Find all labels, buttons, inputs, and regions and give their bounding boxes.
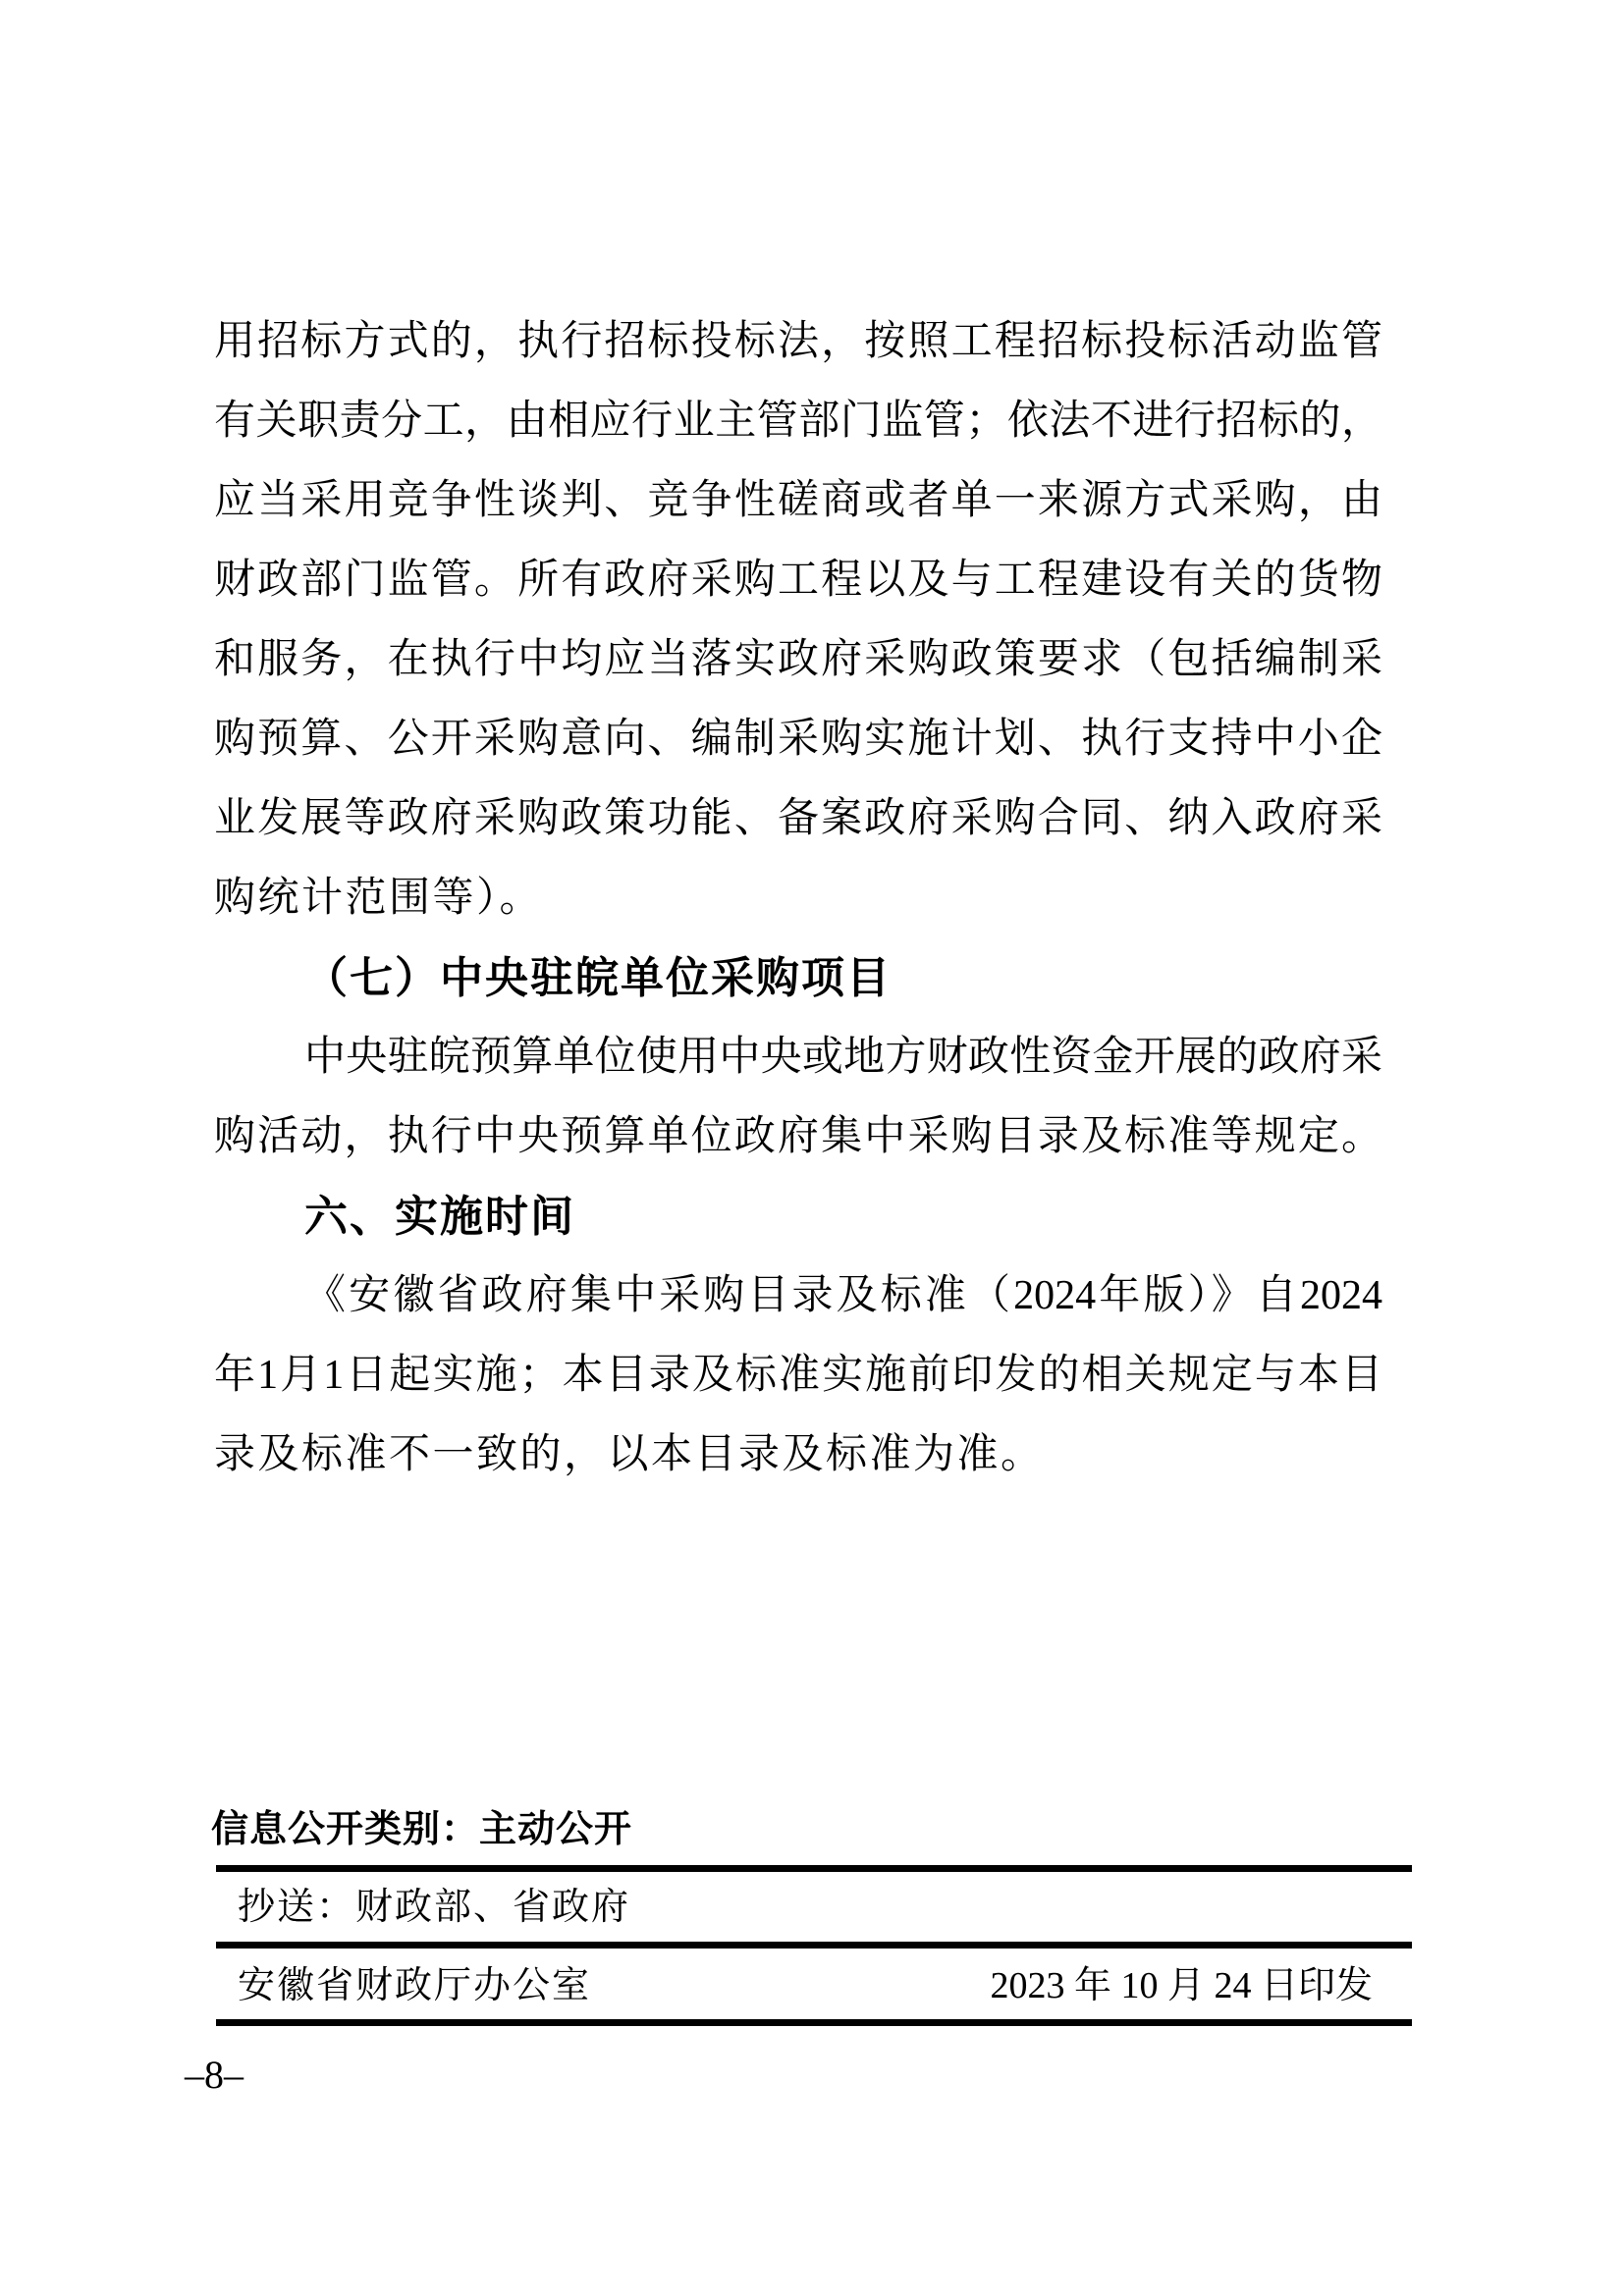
print-date: 2023 年 10 月 24 日印发 bbox=[990, 1965, 1373, 2006]
copy-to-row bbox=[238, 1881, 630, 1934]
page-number: –8– bbox=[185, 2053, 244, 2097]
text-line: 和服务，在执行中均应当落实政府采购政策要求（包括编制采 bbox=[214, 637, 1382, 682]
text-line: 《安徽省政府集中采购目录及标准（2024年版）》自2024 bbox=[304, 1273, 1382, 1318]
divider-line-middle bbox=[216, 1942, 1412, 1949]
document-body bbox=[214, 302, 1382, 1495]
section-heading: （七）中央驻皖单位采购项目 bbox=[304, 954, 892, 1002]
text-line: 财政部门监管。所有政府采购工程以及与工程建设有关的货物 bbox=[214, 558, 1382, 603]
text-line: 应当采用竞争性谈判、竞争性磋商或者单一来源方式采购，由 bbox=[214, 478, 1382, 523]
text-line: 购活动，执行中央预算单位政府集中采购目录及标准等规定。 bbox=[214, 1114, 1382, 1159]
copy-to-text: 抄送：财政部、省政府 bbox=[238, 1887, 631, 1928]
issuer-row bbox=[238, 1959, 1373, 2012]
issuer-office: 安徽省财政厅办公室 bbox=[238, 1965, 592, 2006]
text-line: 有关职责分工，由相应行业主管部门监管；依法不进行招标的， bbox=[214, 399, 1382, 444]
text-line: 业发展等政府采购政策功能、备案政府采购合同、纳入政府采 bbox=[214, 796, 1382, 841]
section-heading: 六、实施时间 bbox=[304, 1193, 575, 1241]
text-line: 购预算、公开采购意向、编制采购实施计划、执行支持中小企 bbox=[214, 717, 1382, 762]
text-line: 录及标准不一致的，以本目录及标准为准。 bbox=[214, 1432, 1045, 1477]
text-line: 中央驻皖预算单位使用中央或地方财政性资金开展的政府采 bbox=[304, 1035, 1382, 1080]
text-line: 购统计范围等）。 bbox=[214, 876, 544, 921]
text-line: 年1月1日起实施；本目录及标准实施前印发的相关规定与本目 bbox=[214, 1353, 1382, 1398]
divider-line-top bbox=[216, 1865, 1412, 1872]
divider-line-bottom bbox=[216, 2019, 1412, 2026]
text-line: 用招标方式的，执行招标投标法，按照工程招标投标活动监管 bbox=[214, 319, 1382, 364]
info-disclosure-label: 信息公开类别：主动公开 bbox=[211, 1809, 633, 1850]
